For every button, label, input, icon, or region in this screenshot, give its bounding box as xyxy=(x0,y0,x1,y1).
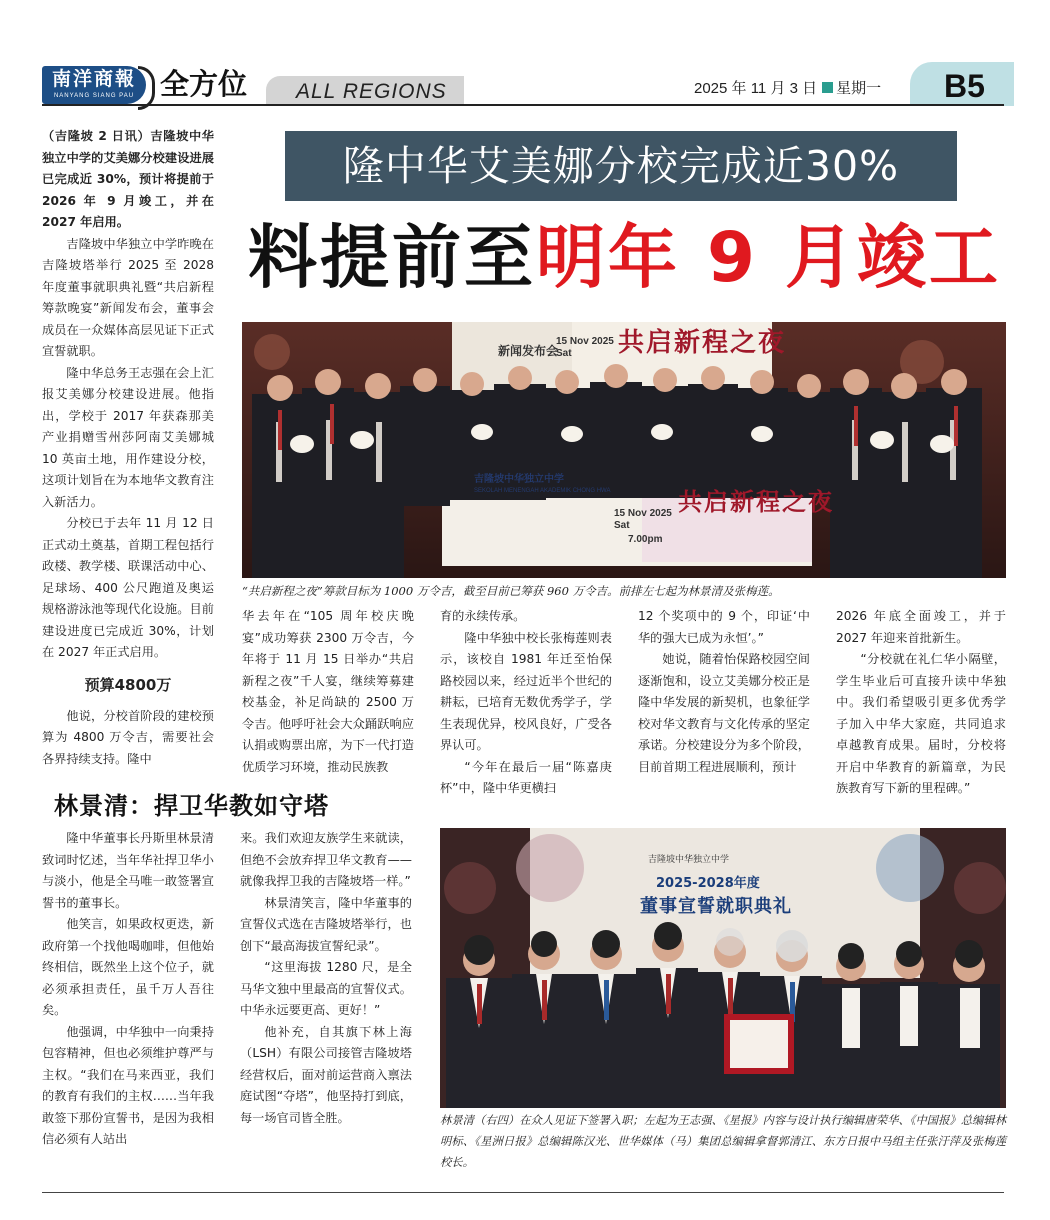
subheading-budget: 预算4800万 xyxy=(84,675,172,694)
backdrop-event-date: 15 Nov 2025 Sat xyxy=(556,336,614,359)
backdrop-subtitle: 新闻发布会 xyxy=(498,344,559,358)
kicker-headline: 隆中华艾美娜分校完成近30% xyxy=(285,131,957,201)
lead-paragraph: （吉隆坡 2 日讯）吉隆坡中华独立中学的艾美娜分校建设进展已完成近 30%，预计将提前于 2026 年 9 月竣工，并在 2027 年启用。 xyxy=(42,129,214,229)
banner-title: 共启新程之夜 xyxy=(678,487,834,516)
paragraph: 隆中华独中校长张梅莲则表示，该校自 1981 年迁至怡保路校园以来，经过近半个世纪的耕耘，已培育无数优秀学子，学生表现优异，校风良好，广受各界认可。 xyxy=(440,630,612,752)
logo-subtext: NANYANG SIANG PAU xyxy=(53,93,135,99)
paragraph: 他补充，自其旗下林上海（LSH）有限公司接管吉隆坡塔经营权后，面对前运营商入禀法庭试图“夺塔”，他坚持打到底，每一场官司皆全胜。 xyxy=(240,1024,412,1125)
article-column-1 xyxy=(42,126,214,770)
backdrop-school-name: 吉隆坡中华独立中学 xyxy=(648,855,730,865)
banner-school-name: 吉隆坡中华独立中学 xyxy=(474,474,564,485)
article-column-6 xyxy=(42,828,214,1151)
paragraph: 2026 年底全面竣工，并于 2027 年迎来首批新生。 xyxy=(836,609,1006,645)
banner-event-time: 7.00pm xyxy=(628,534,663,545)
banner-event-date: 15 Nov 2025 Sat xyxy=(614,508,672,531)
paragraph: 来。我们欢迎友族学生来就读，但绝不会放弃捍卫华文教育——就像我捍卫我的吉隆坡塔一样。” xyxy=(240,831,412,888)
photo-caption-1: “共启新程之夜”筹款目标为 1000 万令吉，截至目前已筹获 960 万令吉。前排左七起为林景清及张梅莲。 xyxy=(242,584,780,598)
banner-school-name-english: SEKOLAH MENENGAH AKADEMIK CHONG HWA xyxy=(474,488,611,494)
paragraph: “这里海拔 1280 尺，是全马华文独中里最高的宣誓仪式。中华永远要更高、更好！” xyxy=(240,960,412,1017)
footer-rule xyxy=(42,1192,1004,1193)
paragraph: 他说，分校首阶段的建校预算为 4800 万令吉，需要社会各界持续支持。隆中 xyxy=(42,708,214,766)
paragraph: “分校就在礼仁华小隔壁，学生毕业后可直接升读中华独中。我们希望吸引更多优秀学子加入中华大家庭，共同追求卓越教育成果。届时，分校将开启中华教育的新篇章，为民族教育写下新的里程碑。” xyxy=(836,652,1006,795)
paragraph: “今年在最后一届“陈嘉庚杯”中，隆中华更横扫 xyxy=(440,759,612,795)
oath-ceremony-photo xyxy=(440,828,1006,1108)
issue-date xyxy=(694,79,881,99)
main-headline xyxy=(248,212,1008,304)
paragraph: 他笑言，如果政权更迭，新政府第一个找他喝咖啡，但他始终相信，既然坐上这个位子，就必须承担责任，虽千万人吾往矣。 xyxy=(42,917,214,1017)
article-column-5 xyxy=(836,606,1006,800)
press-conference-photo-image xyxy=(242,322,1006,578)
paragraph: 他强调，中华独中一向秉持包容精神，但也必须维护尊严与主权。“我们在马来西亚，我们的教育有我们的主权……当年我敢签下那份宣誓书，是因为我相信必须有人站出 xyxy=(42,1024,214,1146)
article-column-4 xyxy=(638,606,810,778)
paragraph: 林景清笑言，隆中华董事的宣誓仪式选在吉隆坡塔举行，也创下“最高海拔宣誓纪录”。 xyxy=(240,895,412,953)
article-column-7 xyxy=(240,828,412,1129)
group-photo-press-conference xyxy=(242,322,1006,578)
logo-text: 南洋商報 xyxy=(51,68,136,90)
weekday-text: 星期一 xyxy=(836,80,882,97)
article-column-2 xyxy=(242,606,414,778)
paragraph: 吉隆坡中华独立中学昨晚在吉隆坡塔举行 2025 至 2028 年度董事就职典礼暨“共启新程筹款晚宴”新闻发布会，董事会成员在一众媒体高层见证下正式宣誓就职。 xyxy=(42,236,214,358)
newspaper-logo xyxy=(42,66,146,104)
backdrop-ceremony-title: 董事宣誓就职典礼 xyxy=(640,896,792,917)
backdrop-title: 共启新程之夜 xyxy=(618,328,787,358)
paragraph: 分校已于去年 11 月 12 日正式动土奠基，首期工程包括行政楼、教学楼、联课活动中心、足球场、400 公尺跑道及奥运规格游泳池等现代化设施。目前建设进度已完成近 30%，计划在 2027 年正式启用。 xyxy=(42,516,214,659)
main-headline-red: 明年 9 月竣工 xyxy=(536,218,1002,298)
article-column-3 xyxy=(440,606,612,800)
paragraph: 12 个奖项中的 9 个，印证‘中华的强大已成为永恒’。” xyxy=(638,609,810,645)
paragraph: 她说，随着怡保路校园空间逐渐饱和，设立艾美娜分校正是隆中华发展的新契机，也象征学校对华文教育与文化传承的坚定承诺。分校建设分为多个阶段，目前首期工程进展顺利，预计 xyxy=(638,652,810,774)
header-rule xyxy=(42,104,1004,106)
section-title: 全方位 xyxy=(160,67,248,101)
oath-ceremony-photo-image xyxy=(440,828,1006,1108)
section-title-english: ALL REGIONS xyxy=(296,80,447,103)
paragraph: 育的永续传承。 xyxy=(440,609,526,623)
subheading-lim-keng-cheng: 林景清：捍卫华教如守塔 xyxy=(54,792,329,820)
paragraph: 隆中华董事长丹斯里林景清致词时忆述，当年华社捍卫华小与淡小，他是全马唯一敢签署宣誓书的董事长。 xyxy=(42,831,214,910)
page-number: B5 xyxy=(944,68,985,104)
date-text: 2025 年 11 月 3 日 xyxy=(694,80,818,97)
paragraph: 隆中华总务王志强在会上汇报艾美娜分校建设进展。他指出，学校于 2017 年获森那美产业捐赠雪州莎阿南艾美娜城 10 英亩土地，用作建设分校，这项计划旨在为本地华文教育注入新活力。 xyxy=(42,365,214,509)
photo-caption-2: 林景清（右四）在众人见证下签署入职；左起为王志强、《星报》内容与设计执行编辑唐荣华、《中国报》总编辑林明标、《星洲日报》总编辑陈汉光、世华媒体（马）集团总编辑拿督郭清江、东方日报中马组主任张汙萍及张梅莲校长。 xyxy=(440,1114,1006,1169)
backdrop-year: 2025-2028年度 xyxy=(656,876,760,891)
square-bullet-icon xyxy=(822,82,833,93)
paragraph: 华去年在“105 周年校庆晚宴”成功筹获 2300 万令吉，今年将于 11 月 15 日举办“共启新程之夜”千人宴，继续筹募建校基金，补足尚缺的 2500 万令吉。他呼吁社会大众踊跃响应认捐或购票出席，为下一代打造优质学习环境，推动民族教 xyxy=(242,609,414,774)
main-headline-black: 料提前至 xyxy=(248,218,536,298)
